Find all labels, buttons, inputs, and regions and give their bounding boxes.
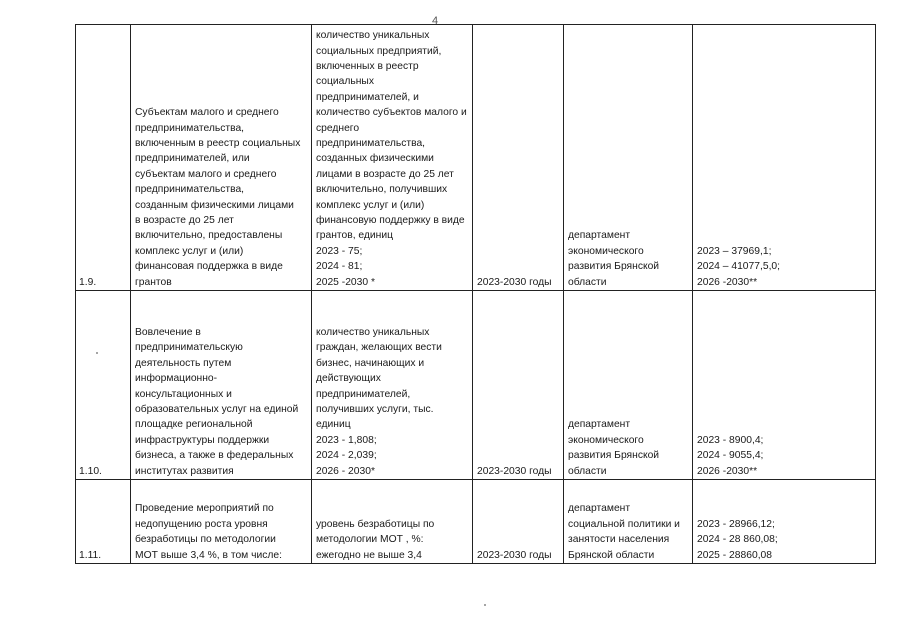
table-row <box>76 480 876 564</box>
executor-cell: департамент социальной политики и занятости населения Брянской области <box>564 480 693 564</box>
page-number: 4 <box>432 15 439 27</box>
table-row <box>76 291 876 480</box>
row-number-cell: 1.9. <box>76 25 131 291</box>
table-row <box>76 25 876 291</box>
funding-cell: 2023 - 28966,12; 2024 - 28 860,08; 2025 - 28860,08 <box>693 480 876 564</box>
period-cell: 2023-2030 годы <box>473 291 564 480</box>
funding-cell: 2023 - 8900,4; 2024 - 9055,4; 2026 -2030** <box>693 291 876 480</box>
funding-cell: 2023 – 37969,1; 2024 – 41077,5,0; 2026 -2030** <box>693 25 876 291</box>
activity-cell: Проведение мероприятий по недопущению роста уровня безработицы по методологии МОТ выше 3,4 %, в том числе: <box>131 480 312 564</box>
activity-cell: Субъектам малого и среднего предпринимательства, включенным в реестр социальных предпринимателей, или субъектам малого и среднего предпринимательства, созданным физическими лицами в возрасте до 25 лет включительно, предоставлены комплекс услуг и (или) финансовая поддержка в виде грантов <box>131 25 312 291</box>
indicator-cell: уровень безработицы по методологии МОТ , %: ежегодно не выше 3,4 <box>312 480 473 564</box>
indicator-cell: количество уникальных граждан, желающих вести бизнес, начинающих и действующих предпринимателей, получивших услуги, тыс. единиц 2023 - 1,808; 2024 - 2,039; 2026 - 2030* <box>312 291 473 480</box>
activity-cell: Вовлечение в предпринимательскую деятельность путем информационно- консультационных и образовательных услуг на единой площадке региональной инфраструктуры поддержки бизнеса, а также в федеральных институтах развития <box>131 291 312 480</box>
row-number-cell: 1.11. <box>76 480 131 564</box>
executor-cell: департамент экономического развития Брянской области <box>564 291 693 480</box>
period-cell: 2023-2030 годы <box>473 25 564 291</box>
indicator-cell: количество уникальных социальных предприятий, включенных в реестр социальных предпринимателей, и количество субъектов малого и среднего предпринимательства, созданных физическими лицами в возрасте до 25 лет включительно, получивших комплекс услуг и (или) финансовую поддержку в виде грантов, единиц 2023 - 75; 2024 - 81; 2025 -2030 * <box>312 25 473 291</box>
program-activities-table <box>75 24 876 564</box>
row-number-cell: 1.10. <box>76 291 131 480</box>
period-cell: 2023-2030 годы <box>473 480 564 564</box>
executor-cell: департамент экономического развития Брянской области <box>564 25 693 291</box>
scan-speck <box>96 352 98 354</box>
scan-speck <box>484 604 486 606</box>
